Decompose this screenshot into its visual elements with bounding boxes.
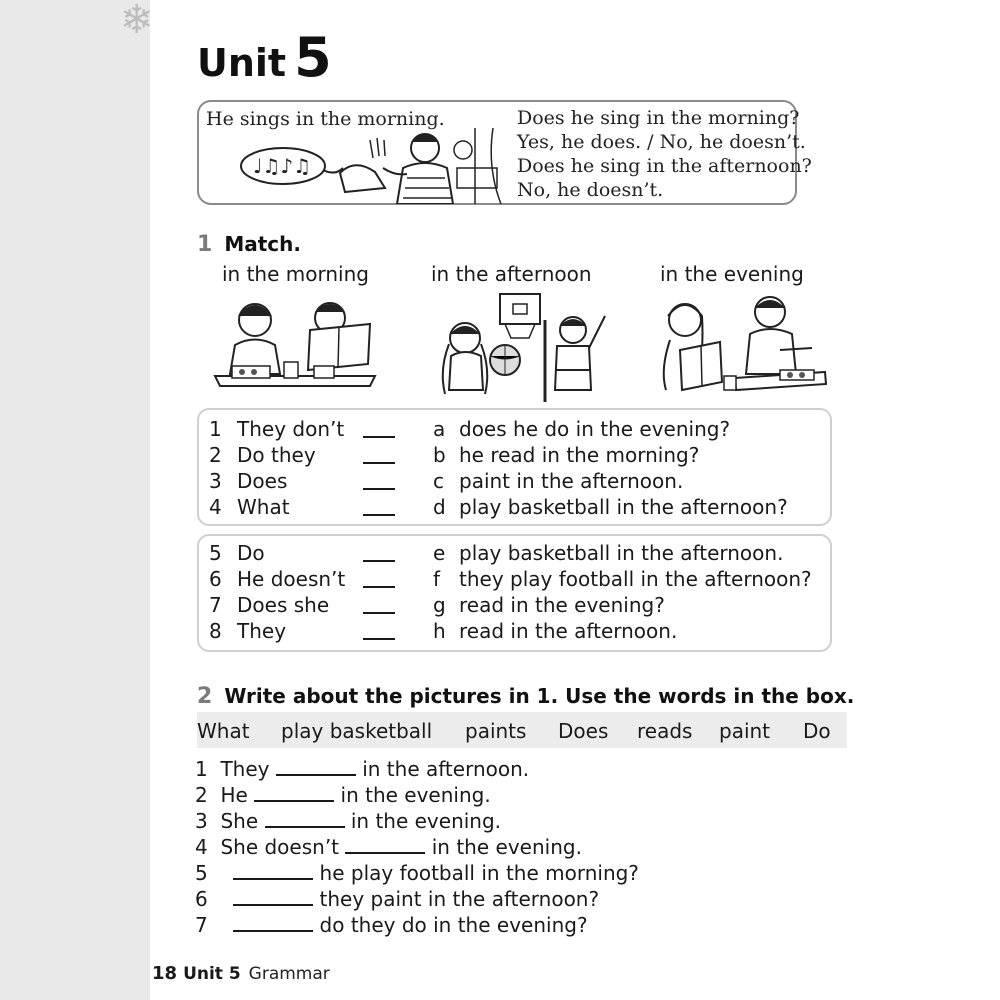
match-left: Do they [237,443,316,467]
match-number: 1 [209,417,222,441]
match-number: 3 [209,469,222,493]
write-sentence [195,860,639,886]
match-number: 7 [209,593,222,617]
match-group-2 [197,534,832,652]
answer-blank[interactable] [254,782,334,802]
sentence-number: 6 [195,887,208,911]
sentence-start: She [220,809,259,833]
match-right: does he do in the evening? [459,417,731,441]
match-answer-blank[interactable] [363,638,395,640]
match-answer-blank[interactable] [363,560,395,562]
match-letter: b [433,443,446,467]
match-row [199,442,830,468]
sentence-end: he play football in the morning? [319,861,639,885]
match-row [199,416,830,442]
page-edge-shadow [0,0,150,1000]
word-box [197,712,847,748]
match-answer-blank[interactable] [363,612,395,614]
exercise1-instruction: Match. [224,232,301,256]
sentence-number: 3 [195,809,208,833]
match-right: read in the evening? [459,593,665,617]
match-left: Does [237,469,288,493]
word-box-item: reads [637,719,693,743]
word-box-item: What [197,719,250,743]
match-left: He doesn’t [237,567,346,591]
sentence-end: in the afternoon. [362,757,530,781]
page-number: 18 [152,963,178,984]
sentence-end: in the evening. [350,809,502,833]
match-letter: f [433,567,441,591]
page-footer [152,963,330,984]
write-sentence [195,886,599,912]
page-title [197,26,332,91]
word-box-item: Does [558,719,609,743]
unit-word: Unit [197,41,287,85]
sentence-number: 5 [195,861,208,885]
word-box-item: Do [803,719,831,743]
footer-section: Grammar [248,964,330,984]
sentence-number: 4 [195,835,208,859]
exercise1-number: 1 [197,232,213,257]
word-box-item: paint [719,719,771,743]
answer-blank[interactable] [276,756,356,776]
match-row [199,618,830,644]
sentence-start: They [220,757,270,781]
unit-number: 5 [294,26,332,89]
match-row [199,566,830,592]
grammar-line: No, he doesn’t. [517,179,664,201]
answer-blank[interactable] [233,912,313,932]
sentence-end: do they do in the evening? [319,913,588,937]
sentence-start: He [220,783,248,807]
match-letter: d [433,495,446,519]
match-right: he read in the morning? [459,443,700,467]
match-number: 6 [209,567,222,591]
exercise2-heading [197,684,854,709]
grammar-line: Does he sing in the afternoon? [517,155,812,177]
answer-blank[interactable] [265,808,345,828]
sentence-end: they paint in the afternoon? [319,887,600,911]
evening-picture [640,290,830,402]
grammar-lines [517,106,812,202]
write-sentence [195,912,588,938]
match-letter: g [433,593,446,617]
match-row [199,540,830,566]
grammar-line: Does he sing in the morning? [517,107,800,129]
match-answer-blank[interactable] [363,462,395,464]
match-letter: a [433,417,446,441]
exercise2-instruction: Write about the pictures in 1. Use the words in the box. [224,684,855,708]
snowflake-decoration-icon: ❄ [120,0,154,43]
match-answer-blank[interactable] [363,514,395,516]
match-right: play basketball in the afternoon? [459,495,788,519]
afternoon-picture [425,290,615,402]
write-sentence [195,756,529,782]
match-row [199,468,830,494]
match-right: read in the afternoon. [459,619,678,643]
match-number: 8 [209,619,222,643]
match-row [199,592,830,618]
match-left: Do [237,541,265,565]
sentence-number: 1 [195,757,208,781]
sentence-start: She doesn’t [220,835,340,859]
match-left: They don’t [237,417,345,441]
match-right: play basketball in the afternoon. [459,541,784,565]
time-label-morning: in the morning [222,262,369,286]
word-box-item: paints [465,719,527,743]
time-label-afternoon: in the afternoon [431,262,592,286]
match-letter: e [433,541,446,565]
grammar-example: He sings in the morning. [206,108,445,130]
grammar-line: Yes, he does. / No, he doesn’t. [517,131,806,153]
match-right: they play football in the afternoon? [459,567,812,591]
sentence-number: 7 [195,913,208,937]
word-box-item: play basketball [281,719,433,743]
match-row [199,494,830,520]
sentence-end: in the evening. [340,783,491,807]
morning-picture [210,290,380,402]
singing-boy-illustration [235,128,505,204]
write-sentence [195,808,501,834]
match-answer-blank[interactable] [363,436,395,438]
svg-text:♩♫♪♫: ♩♫♪♫ [253,154,312,178]
match-left: What [237,495,290,519]
sentence-end: in the evening. [431,835,582,859]
match-letter: c [433,469,444,493]
match-number: 4 [209,495,222,519]
sentence-number: 2 [195,783,208,807]
match-letter: h [433,619,446,643]
time-label-evening: in the evening [660,262,804,286]
answer-blank[interactable] [345,834,425,854]
match-number: 5 [209,541,222,565]
match-number: 2 [209,443,222,467]
match-left: They [237,619,287,643]
answer-blank[interactable] [233,860,313,880]
answer-blank[interactable] [233,886,313,906]
write-sentence [195,782,491,808]
match-answer-blank[interactable] [363,586,395,588]
write-sentence [195,834,582,860]
exercise2-number: 2 [197,684,213,709]
match-left: Does she [237,593,330,617]
match-right: paint in the afternoon. [459,469,684,493]
match-answer-blank[interactable] [363,488,395,490]
exercise1-heading [197,232,301,257]
match-group-1 [197,408,832,526]
footer-unit: Unit 5 [183,964,241,984]
